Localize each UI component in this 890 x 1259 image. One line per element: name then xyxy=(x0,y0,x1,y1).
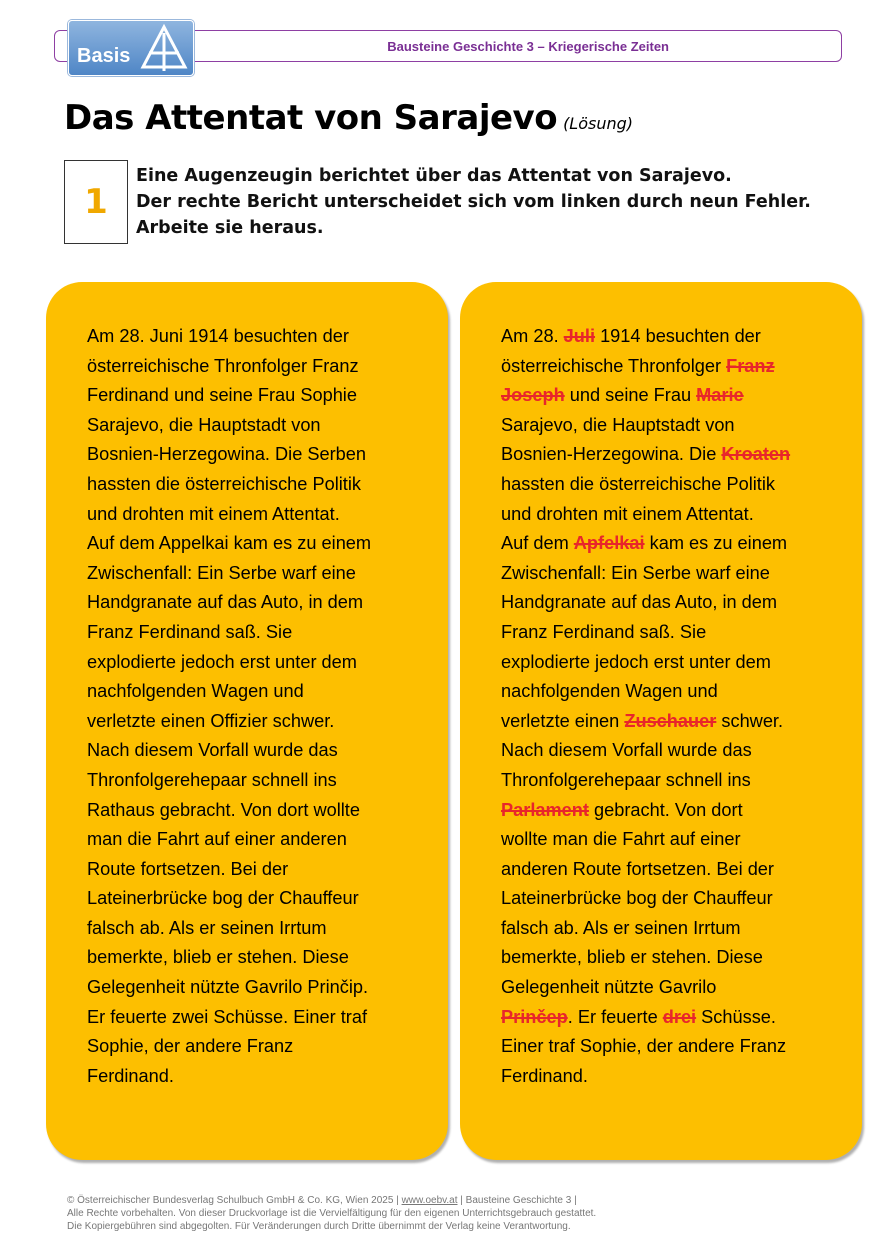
text-line: Er feuerte zwei Schüsse. Einer traf xyxy=(87,1006,368,1027)
text-line xyxy=(501,707,841,737)
text-segment: Einer traf Sophie, der andere Franz xyxy=(501,1036,787,1057)
text-segment: und seine Frau xyxy=(564,385,697,406)
text-line xyxy=(501,559,841,589)
instruction-line: Eine Augenzeugin berichtet über das Attentat von Sarajevo. xyxy=(136,166,732,186)
copyright-footer xyxy=(67,1194,596,1233)
error-word: Zuschauer xyxy=(624,710,717,731)
task-number-box xyxy=(64,160,128,244)
text-line xyxy=(501,943,841,973)
error-word: Apfelkai xyxy=(573,533,645,554)
text-line: österreichische Thronfolger Franz xyxy=(87,355,359,376)
text-segment: wollte man die Fahrt auf einer xyxy=(501,829,741,850)
publisher-link[interactable]: www.oebv.at xyxy=(401,1195,458,1206)
text-line: und drohten mit einem Attentat. xyxy=(87,503,340,524)
text-segment: schwer. xyxy=(716,710,784,731)
footer-line-2: Alle Rechte vorbehalten. Von dieser Druckvorlage ist die Vervielfältigung für den eigenen Unterrichtsgebrauch gestattet. xyxy=(67,1208,597,1219)
text-line: Am 28. Juni 1914 besuchten der xyxy=(87,326,349,346)
text-line xyxy=(501,381,841,411)
error-word: Kroaten xyxy=(721,444,791,465)
text-line: Thronfolgerehepaar schnell ins xyxy=(87,769,337,790)
text-segment: verletzte einen xyxy=(501,710,625,731)
text-segment: explodierte jedoch erst unter dem xyxy=(501,651,771,672)
text-segment: kam es zu einem xyxy=(644,533,788,554)
text-line: Sophie, der andere Franz xyxy=(87,1036,294,1057)
text-segment: falsch ab. Als er seinen Irrtum xyxy=(501,917,741,938)
text-line: Auf dem Appelkai kam es zu einem xyxy=(87,533,372,554)
text-line: Lateinerbrücke bog der Chauffeur xyxy=(87,888,359,909)
text-line xyxy=(501,588,841,618)
text-line xyxy=(501,914,841,944)
text-line: Sarajevo, die Hauptstadt von xyxy=(87,414,321,435)
text-line: Bosnien-Herzegowina. Die Serben xyxy=(87,444,367,465)
task-number: 1 xyxy=(84,182,108,222)
logo-text: Basis xyxy=(77,45,131,67)
text-segment: Gelegenheit nützte Gavrilo xyxy=(501,977,717,998)
text-line xyxy=(501,796,841,826)
text-segment: Bosnien-Herzegowina. Die xyxy=(501,444,722,465)
text-line xyxy=(501,440,841,470)
original-report-panel xyxy=(46,282,448,1160)
logo-triangle-icon xyxy=(139,23,189,73)
error-report-text xyxy=(501,322,841,1091)
text-segment: Schüsse. xyxy=(696,1006,776,1027)
text-line xyxy=(501,352,841,382)
task-instruction xyxy=(136,163,811,241)
text-segment: österreichische Thronfolger xyxy=(501,355,727,376)
text-segment: Thronfolgerehepaar schnell ins xyxy=(501,769,751,790)
page-subtitle: (Lösung) xyxy=(563,114,634,133)
text-segment: nachfolgenden Wagen und xyxy=(501,681,718,702)
text-segment: Nach diesem Vorfall wurde das xyxy=(501,740,752,761)
text-segment: Ferdinand. xyxy=(501,1065,588,1086)
footer-text: | Bausteine Geschichte 3 | xyxy=(457,1195,577,1206)
error-word: Joseph xyxy=(501,385,565,406)
text-segment: Am 28. xyxy=(501,326,564,346)
text-line: explodierte jedoch erst unter dem xyxy=(87,651,357,672)
text-line: Ferdinand und seine Frau Sophie xyxy=(87,385,357,406)
text-line xyxy=(501,884,841,914)
instruction-line: Der rechte Bericht unterscheidet sich vom linken durch neun Fehler. xyxy=(136,192,811,212)
error-word: Juli xyxy=(563,326,596,346)
text-line xyxy=(501,648,841,678)
footer-line-3: Die Kopiergebühren sind abgegolten. Für Veränderungen durch Dritte übernimmt der Verlag keine Verantwortung. xyxy=(67,1221,571,1232)
text-line xyxy=(501,500,841,530)
error-report-panel xyxy=(460,282,862,1160)
original-report-text xyxy=(87,322,427,1091)
error-word: Franz xyxy=(726,355,775,376)
text-segment: 1914 besuchten der xyxy=(595,326,761,346)
text-line: Ferdinand. xyxy=(87,1065,174,1086)
text-segment: Zwischenfall: Ein Serbe warf eine xyxy=(501,562,770,583)
footer-text: © Österreichischer Bundesverlag Schulbuch GmbH & Co. KG, Wien 2025 | xyxy=(67,1195,402,1206)
footer-line-1 xyxy=(67,1194,596,1207)
text-line: Handgranate auf das Auto, in dem xyxy=(87,592,364,613)
text-line: Rathaus gebracht. Von dort wollte xyxy=(87,799,360,820)
error-word: Prinčep xyxy=(501,1006,568,1027)
text-segment: Franz Ferdinand saß. Sie xyxy=(501,621,707,642)
text-line: Franz Ferdinand saß. Sie xyxy=(87,621,293,642)
text-line xyxy=(501,677,841,707)
series-title: Bausteine Geschichte 3 – Kriegerische Zeiten xyxy=(387,39,669,54)
instruction-line: Arbeite sie heraus. xyxy=(136,218,324,238)
text-line: hassten die österreichische Politik xyxy=(87,473,361,494)
text-segment: Sarajevo, die Hauptstadt von xyxy=(501,414,735,435)
error-word: Parlament xyxy=(501,799,589,820)
text-line: Zwischenfall: Ein Serbe warf eine xyxy=(87,562,356,583)
text-segment: anderen Route fortsetzen. Bei der xyxy=(501,858,774,879)
text-line: Gelegenheit nützte Gavrilo Prinčip. xyxy=(87,977,369,998)
text-segment: hassten die österreichische Politik xyxy=(501,473,775,494)
text-line: nachfolgenden Wagen und xyxy=(87,681,304,702)
text-line xyxy=(501,322,841,352)
text-segment: Lateinerbrücke bog der Chauffeur xyxy=(501,888,773,909)
text-line xyxy=(501,618,841,648)
text-line xyxy=(501,766,841,796)
page-title xyxy=(64,98,633,138)
text-line xyxy=(501,470,841,500)
error-word: Marie xyxy=(696,385,744,406)
text-line xyxy=(501,736,841,766)
text-segment: und drohten mit einem Attentat. xyxy=(501,503,754,524)
page-title-text: Das Attentat von Sarajevo xyxy=(64,98,558,138)
error-word: drei xyxy=(662,1006,697,1027)
text-segment: Auf dem xyxy=(501,533,574,554)
text-line xyxy=(501,1062,841,1092)
text-line: man die Fahrt auf einer anderen xyxy=(87,829,347,850)
text-line xyxy=(501,529,841,559)
text-line: Route fortsetzen. Bei der xyxy=(87,858,289,879)
text-line: verletzte einen Offizier schwer. xyxy=(87,710,335,731)
basis-logo xyxy=(68,20,194,76)
text-line xyxy=(501,1032,841,1062)
text-line xyxy=(501,411,841,441)
text-line: falsch ab. Als er seinen Irrtum xyxy=(87,917,327,938)
text-line xyxy=(501,855,841,885)
text-line: Nach diesem Vorfall wurde das xyxy=(87,740,338,761)
text-line xyxy=(501,825,841,855)
text-segment: Handgranate auf das Auto, in dem xyxy=(501,592,778,613)
text-line xyxy=(501,1003,841,1033)
text-segment: bemerkte, blieb er stehen. Diese xyxy=(501,947,763,968)
text-line: bemerkte, blieb er stehen. Diese xyxy=(87,947,349,968)
text-segment: gebracht. Von dort xyxy=(588,799,743,820)
text-line xyxy=(501,973,841,1003)
text-segment: . Er feuerte xyxy=(567,1006,663,1027)
